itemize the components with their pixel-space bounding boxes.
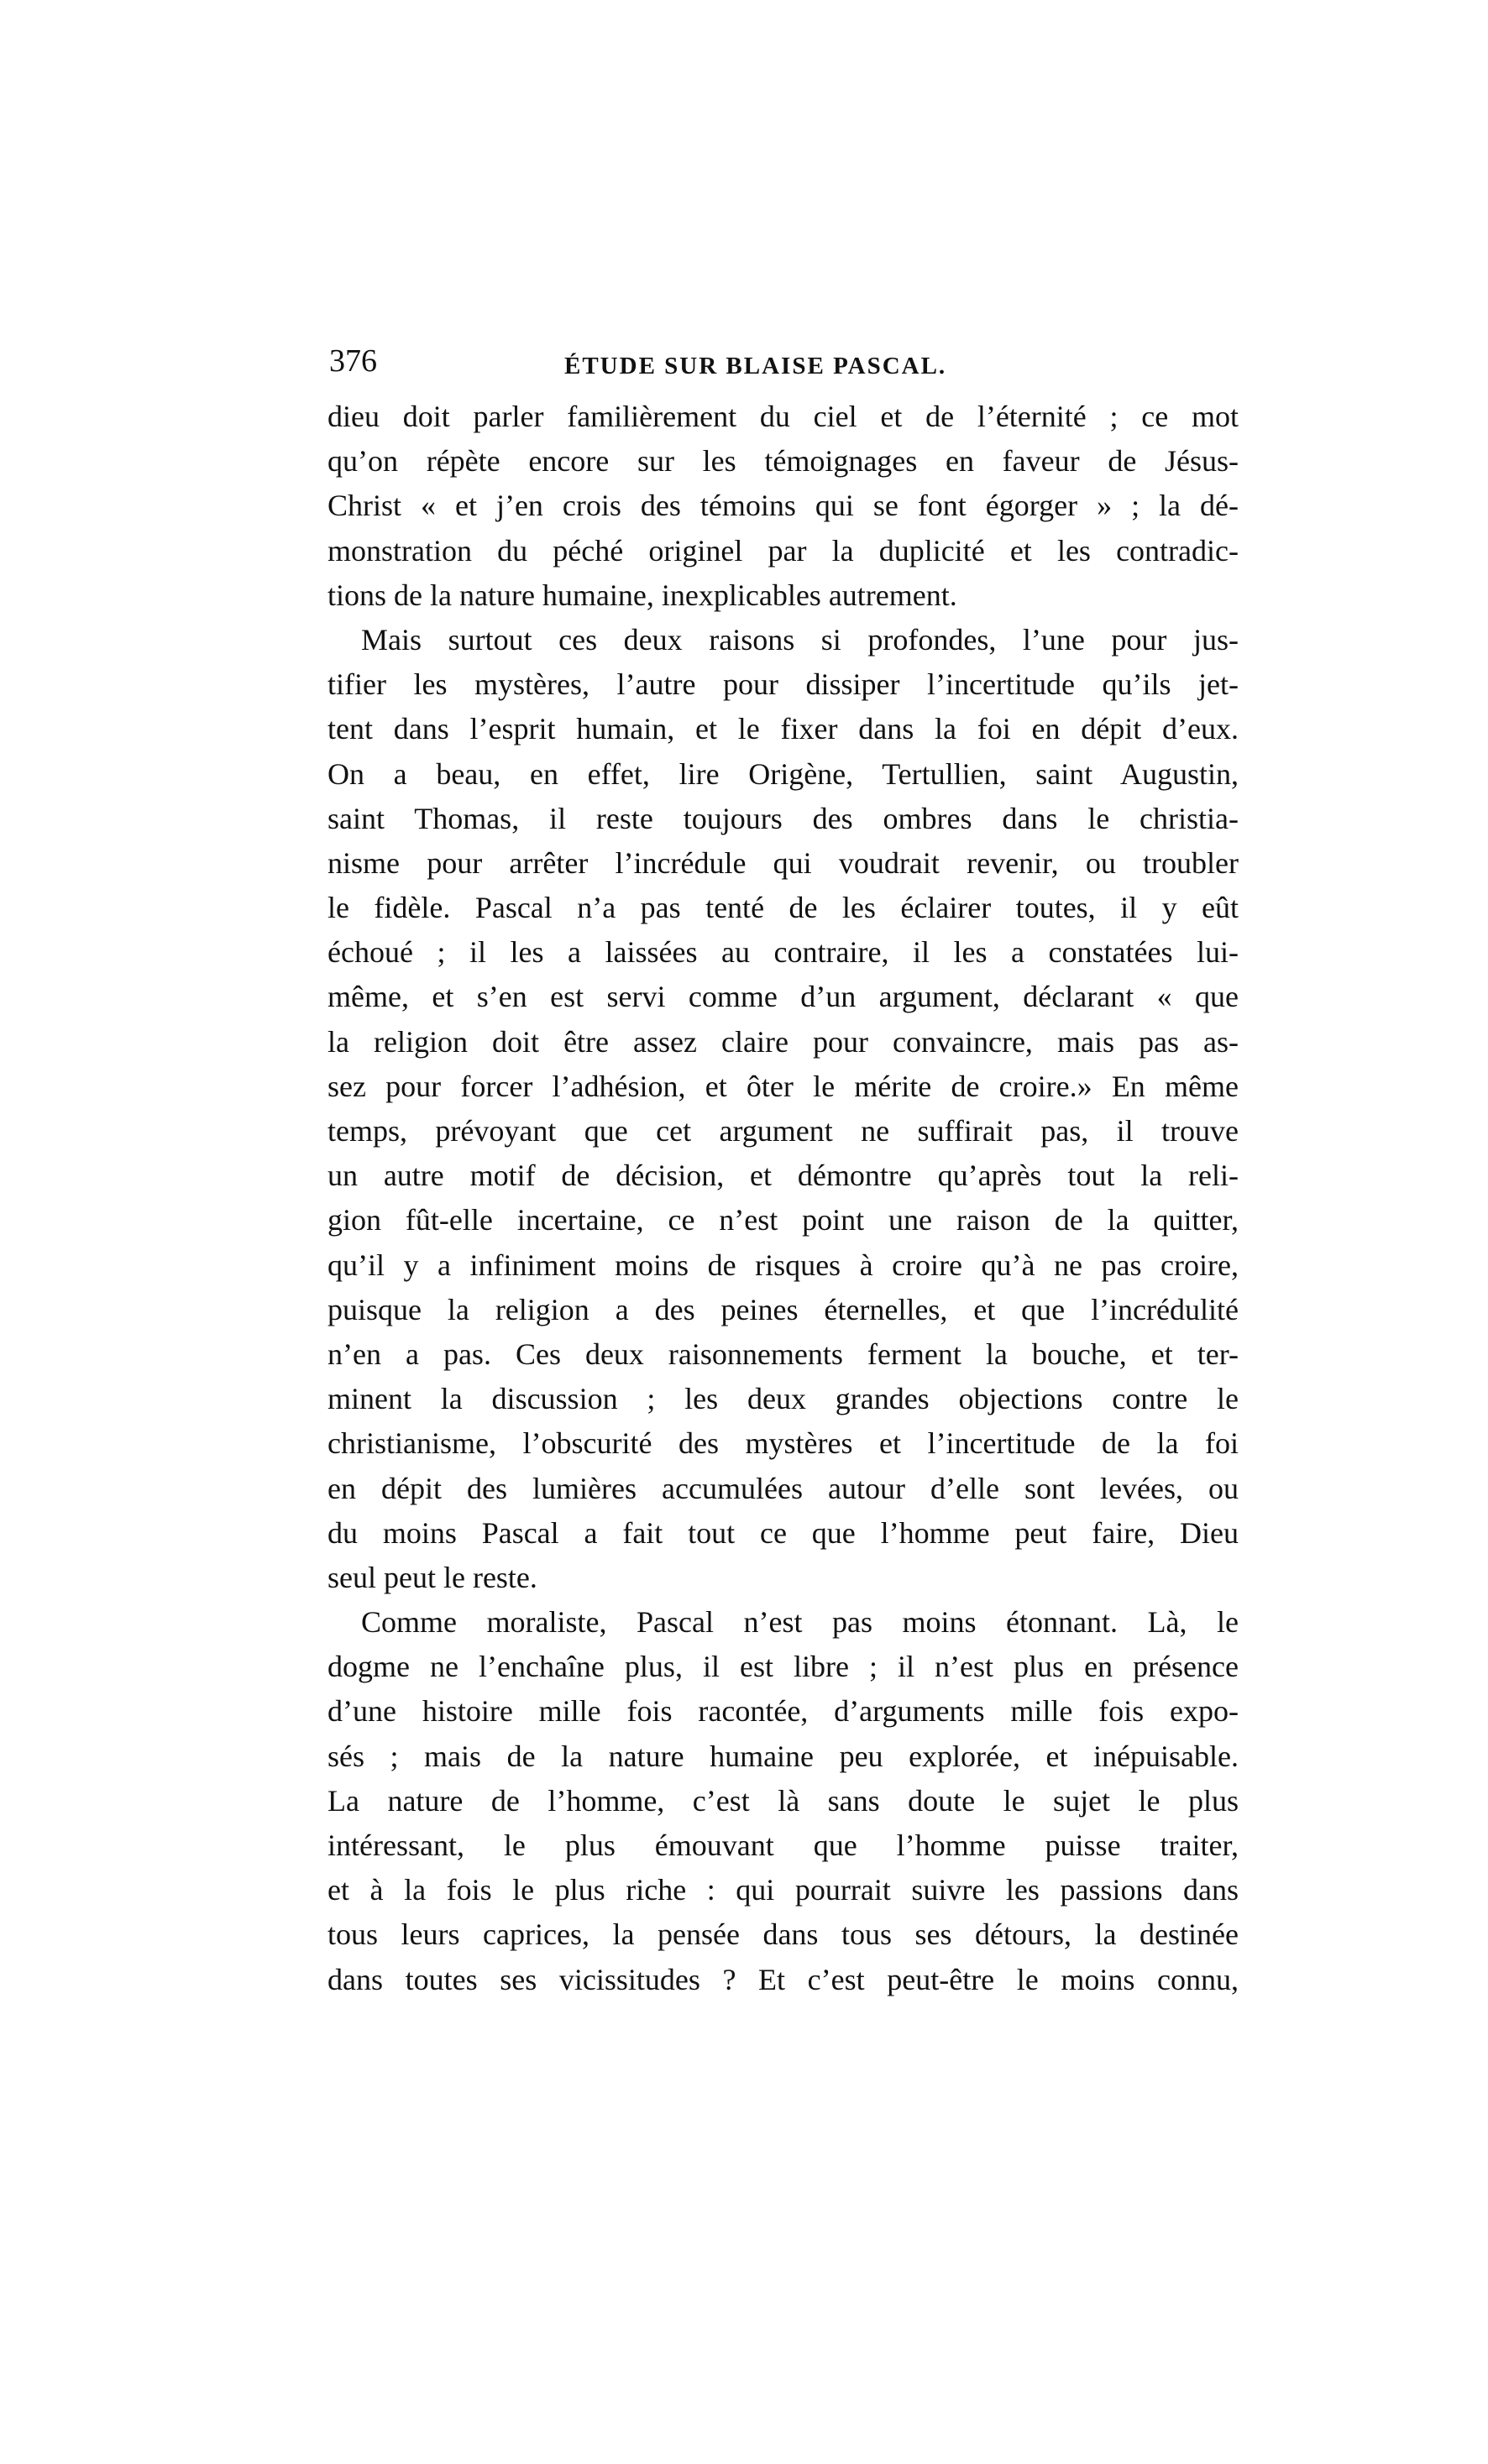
text-line: puisque la religion a des peines éternelles, et que l’incrédulité xyxy=(327,1292,1239,1326)
text-line: qu’il y a infiniment moins de risques à croire qu’à ne pas croire, xyxy=(327,1248,1239,1282)
text-line: Comme moraliste, Pascal n’est pas moins étonnant. Là, le xyxy=(361,1605,1239,1640)
text-line: un autre motif de décision, et démontre qu’après tout la reli- xyxy=(327,1159,1239,1193)
body-text xyxy=(327,395,1239,2002)
text-line: christianisme, l’obscurité des mystères et l’incertitude de la foi xyxy=(327,1426,1239,1461)
text-line: la religion doit être assez claire pour convaincre, mais pas as- xyxy=(327,1024,1239,1059)
text-line: et à la fois le plus riche : qui pourrait suivre les passions dans xyxy=(327,1873,1239,1907)
text-line: monstration du péché originel par la duplicité et les contradic- xyxy=(327,533,1239,568)
text-line: n’en a pas. Ces deux raisonnements ferment la bouche, et ter- xyxy=(327,1337,1239,1371)
text-line: du moins Pascal a fait tout ce que l’homme peut faire, Dieu xyxy=(327,1515,1239,1550)
text-line: Christ « et j’en crois des témoins qui se font égorger » ; la dé- xyxy=(327,489,1239,523)
text-line: minent la discussion ; les deux grandes objections contre le xyxy=(327,1382,1239,1416)
page-number: 376 xyxy=(329,343,377,379)
text-line: dieu doit parler familièrement du ciel et de l’éternité ; ce mot xyxy=(327,400,1239,433)
text-line: gion fût-elle incertaine, ce n’est point une raison de la quitter, xyxy=(327,1203,1239,1237)
text-line: dans toutes ses vicissitudes ? Et c’est peut-être le moins connu, xyxy=(327,1962,1239,1996)
text-line: La nature de l’homme, c’est là sans doute le sujet le plus xyxy=(327,1783,1239,1818)
text-line: tous leurs caprices, la pensée dans tous ses détours, la destinée xyxy=(327,1917,1239,1952)
text-line: On a beau, en effet, lire Origène, Tertullien, saint Augustin, xyxy=(327,756,1239,791)
text-line: intéressant, le plus émouvant que l’homme puisse traiter, xyxy=(327,1828,1239,1862)
text-line: seul peut le reste. xyxy=(327,1560,537,1594)
text-line: sez pour forcer l’adhésion, et ôter le mérite de croire.» En même xyxy=(327,1069,1239,1103)
text-line: échoué ; il les a laissées au contraire, il les a constatées lui- xyxy=(327,935,1239,970)
text-line: tions de la nature humaine, inexplicables autrement. xyxy=(327,578,957,612)
text-line: le fidèle. Pascal n’a pas tenté de les éclairer toutes, il y eût xyxy=(327,891,1239,925)
text-line: tifier les mystères, l’autre pour dissiper l’incertitude qu’ils jet- xyxy=(327,667,1239,702)
text-line: tent dans l’esprit humain, et le fixer dans la foi en dépit d’eux. xyxy=(327,712,1239,746)
text-line: en dépit des lumières accumulées autour d’elle sont levées, ou xyxy=(327,1471,1239,1505)
text-line: dogme ne l’enchaîne plus, il est libre ; il n’est plus en présence xyxy=(327,1650,1239,1684)
running-title: ÉTUDE SUR BLAISE PASCAL. xyxy=(564,353,947,379)
text-line: sés ; mais de la nature humaine peu explorée, et inépuisable. xyxy=(327,1739,1239,1773)
text-line: d’une histoire mille fois racontée, d’arguments mille fois expo- xyxy=(327,1694,1239,1729)
text-line: saint Thomas, il reste toujours des ombres dans le christia- xyxy=(327,801,1239,835)
text-line: Mais surtout ces deux raisons si profondes, l’une pour jus- xyxy=(361,622,1239,657)
text-line: même, et s’en est servi comme d’un argument, déclarant « que xyxy=(327,980,1239,1014)
text-line: nisme pour arrêter l’incrédule qui voudrait revenir, ou troubler xyxy=(327,845,1239,880)
text-line: qu’on répète encore sur les témoignages en faveur de Jésus- xyxy=(327,444,1239,479)
text-line: temps, prévoyant que cet argument ne suffirait pas, il trouve xyxy=(327,1114,1239,1148)
